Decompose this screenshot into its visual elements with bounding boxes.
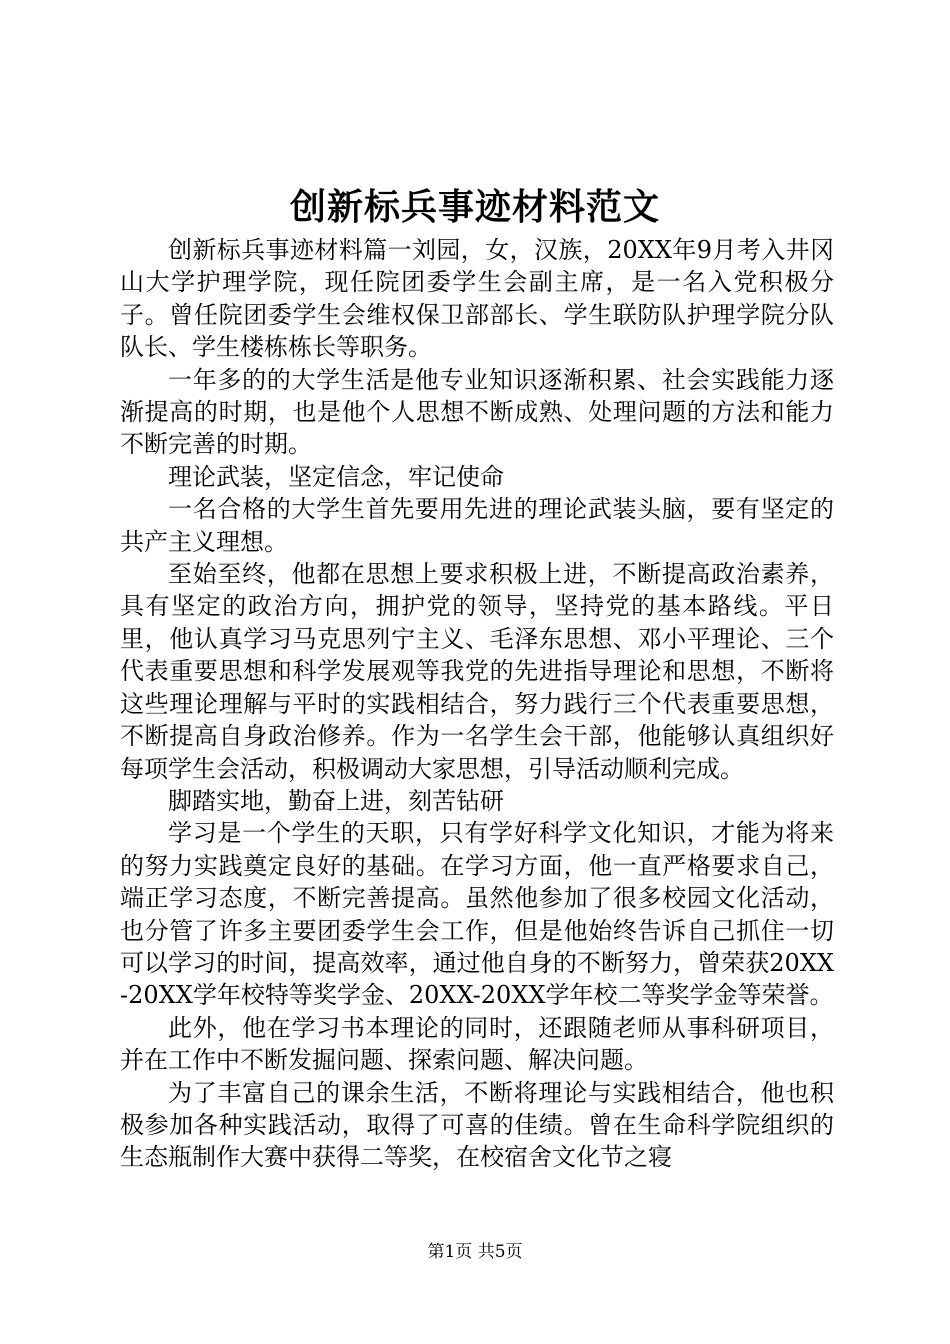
document-title: 创新标兵事迹材料范文: [289, 186, 660, 228]
paragraph-1: 创新标兵事迹材料篇一刘园，女，汉族，20XX年9月考入井冈山大学护理学院，现任院团委学生会副主席，是一名入党积极分子。曾任院团委学生会维权保卫部部长、学生联防队护理学院分队队长、学生楼栋栋长等职务。: [120, 236, 834, 362]
section-heading-2: 脚踏实地，勤奋上进，刻苦钻研: [168, 786, 504, 815]
paragraph-6: 此外，他在学习书本理论的同时，还跟随老师从事科研项目，并在工作中不断发掘问题、探索问题、解决问题。: [120, 1013, 834, 1075]
paragraph-5: 学习是一个学生的天职，只有学好科学文化知识，才能为将来的努力实践奠定良好的基础。在学习方面，他一直严格要求自己，端正学习态度，不断完善提高。虽然他参加了很多校园文化活动，也分管了许多主要团委学生会工作，但是他始终告诉自己抓住一切可以学习的时间，提高效率，通过他自身的不断努力，曾荣获20XX-20XX学年校特等奖学金、20XX-20XX学年校二等奖学金等荣誉。: [120, 819, 834, 1010]
paragraph-7: 为了丰富自己的课余生活，不断将理论与实践相结合，他也积极参加各种实践活动，取得了可喜的佳绩。曾在生命科学院组织的生态瓶制作大赛中获得二等奖，在校宿舍文化节之寝: [120, 1078, 834, 1172]
document-body: [120, 234, 834, 1174]
paragraph-4: 至始至终，他都在思想上要求积极上进，不断提高政治素养，具有坚定的政治方向，拥护党的领导，坚持党的基本路线。平日里，他认真学习马克思列宁主义、毛泽东思想、邓小平理论、三个代表重要思想和科学发展观等我党的先进指导理论和思想，不断将这些理论理解与平时的实践相结合，努力践行三个代表重要思想，不断提高自身政治修养。作为一名学生会干部，他能够认真组织好每项学生会活动，积极调动大家思想，引导活动顺利完成。: [120, 560, 834, 783]
paragraph-2: 一年多的的大学生活是他专业知识逐渐积累、社会实践能力逐渐提高的时期，也是他个人思想不断成熟、处理问题的方法和能力不断完善的时期。: [120, 365, 834, 459]
paragraph-3: 一名合格的大学生首先要用先进的理论武装头脑，要有坚定的共产主义理想。: [120, 495, 834, 556]
section-heading-1: 理论武装，坚定信念，牢记使命: [168, 462, 504, 491]
page-footer: 第1页 共5页: [427, 1242, 523, 1262]
